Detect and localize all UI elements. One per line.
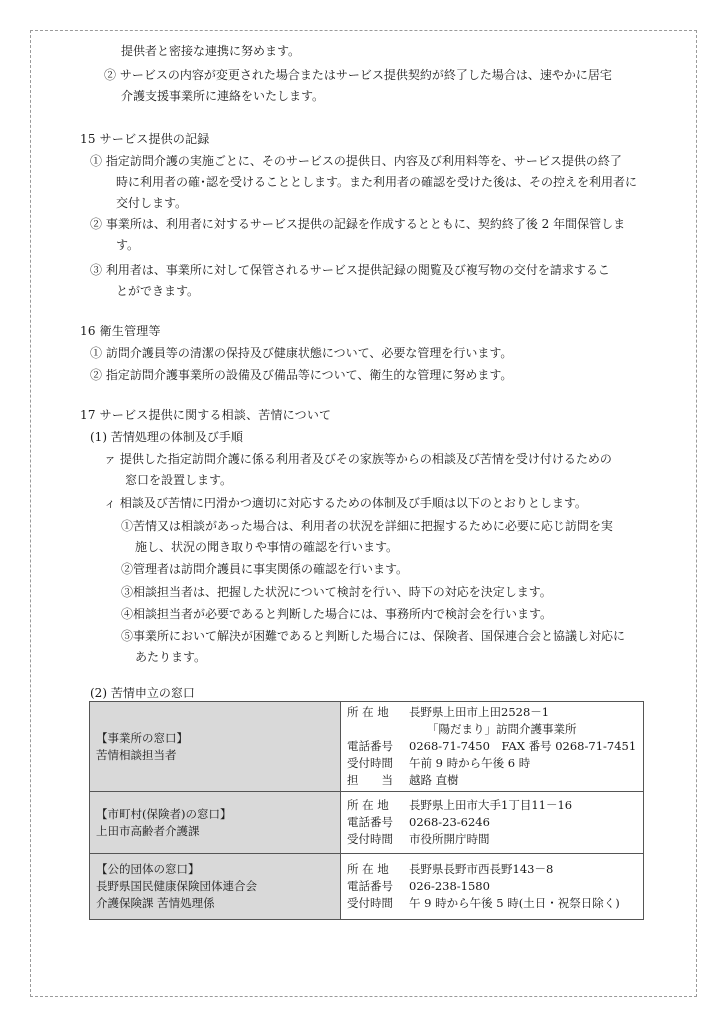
phone-label: 電話番号 bbox=[347, 739, 393, 753]
org-division: 介護保険課 苦情処理係 bbox=[96, 896, 215, 910]
text-line: ① 訪問介護員等の清潔の保持及び健康状態について、必要な管理を行います。 bbox=[90, 346, 513, 360]
info-cell bbox=[341, 702, 644, 792]
phone-value: 0268-71-7450 FAX 番号 0268-71-7451 bbox=[409, 739, 637, 753]
text-line: ③相談担当者は、把握した状況について検討を行い、時下の対応を決定します。 bbox=[121, 585, 552, 599]
hours-value: 午 9 時から午後 5 時(土日・祝祭日除く) bbox=[409, 896, 620, 910]
address-value: 長野県上田市大手1丁目11－16 bbox=[409, 798, 573, 812]
text-line: 介護支援事業所に連絡をいたします。 bbox=[121, 89, 325, 103]
address-label: 所 在 地 bbox=[347, 862, 389, 876]
info-cell bbox=[341, 792, 644, 854]
phone-label: 電話番号 bbox=[347, 879, 393, 893]
phone-value: 026-238-1580 bbox=[409, 879, 490, 893]
text-line: す。 bbox=[116, 238, 140, 252]
org-cell bbox=[90, 854, 341, 920]
text-line: ①苦情又は相談があった場合は、利用者の状況を詳細に把握するために必要に応じ訪問を実 bbox=[121, 519, 613, 533]
hours-label: 受付時間 bbox=[347, 832, 393, 846]
table-row bbox=[90, 854, 644, 920]
org-title: 【公的団体の窓口】 bbox=[96, 862, 200, 876]
text-line: ② 事業所は、利用者に対するサービス提供の記録を作成するとともに、契約終了後 2 年間保管しま bbox=[90, 217, 626, 231]
text-line: とができます。 bbox=[116, 284, 200, 298]
text-line: ァ 提供した指定訪問介護に係る利用者及びその家族等からの相談及び苦情を受け付けるための bbox=[104, 452, 612, 466]
hours-value: 午前 9 時から午後 6 時 bbox=[409, 756, 531, 770]
org-name: 上田市高齢者介護課 bbox=[96, 823, 200, 838]
hours-label: 受付時間 bbox=[347, 896, 393, 910]
text-line: 時に利用者の確･認を受けることとします。また利用者の確認を受けた後は、その控えを利用者に bbox=[116, 175, 638, 189]
org-title: 【事業所の窓口】 bbox=[96, 730, 188, 745]
table-row bbox=[90, 702, 644, 792]
section-heading-16: 16 衛生管理等 bbox=[80, 324, 161, 338]
address-value: 長野県長野市西長野143－8 bbox=[409, 862, 554, 876]
org-name: 長野県国民健康保険団体連合会 bbox=[96, 879, 257, 893]
text-line: ③ 利用者は、事業所に対して保管されるサービス提供記録の閲覧及び複写物の交付を請求するこ bbox=[90, 263, 610, 277]
staff-value: 越路 直樹 bbox=[409, 773, 459, 787]
text-line: ②管理者は訪問介護員に事実関係の確認を行います。 bbox=[121, 562, 409, 576]
text-line: 提供者と密接な連携に努めます。 bbox=[121, 44, 301, 58]
org-cell bbox=[90, 792, 341, 854]
text-line: あたります。 bbox=[135, 650, 207, 664]
complaint-window-table bbox=[89, 701, 644, 920]
text-line: ⑤事業所において解決が困難であると判断した場合には、保険者、国保連合会と協議し対応に bbox=[121, 629, 626, 643]
text-line: 交付します。 bbox=[116, 196, 188, 210]
phone-value: 0268-23-6246 bbox=[409, 815, 490, 829]
address-label: 所 在 地 bbox=[347, 705, 389, 719]
hours-label: 受付時間 bbox=[347, 756, 393, 770]
address-label: 所 在 地 bbox=[347, 798, 389, 812]
text-line: 施し、状況の聞き取りや事情の確認を行います。 bbox=[135, 540, 399, 554]
org-title: 【市町村(保険者)の窓口】 bbox=[96, 806, 232, 821]
subsection-heading: (2) 苦情申立の窓口 bbox=[90, 686, 195, 700]
section-heading-17: 17 サービス提供に関する相談、苦情について bbox=[80, 408, 332, 422]
org-name: 苦情相談担当者 bbox=[96, 747, 177, 762]
staff-label: 担 当 bbox=[347, 773, 393, 787]
phone-label: 電話番号 bbox=[347, 815, 393, 829]
table-row bbox=[90, 792, 644, 854]
address-value: 長野県上田市上田2528－1 bbox=[409, 705, 550, 719]
text-line: ① 指定訪問介護の実施ごとに、そのサービスの提供日、内容及び利用料等を、サービス提供の終了 bbox=[90, 154, 622, 168]
text-line: ② サービスの内容が変更された場合またはサービス提供契約が終了した場合は、速やかに居宅 bbox=[104, 68, 612, 82]
hours-value: 市役所開庁時間 bbox=[409, 832, 490, 846]
text-line: ィ 相談及び苦情に円滑かつ適切に対応するための体制及び手順は以下のとおりとします。 bbox=[104, 496, 587, 510]
text-line: ② 指定訪問介護事業所の設備及び備品等について、衛生的な管理に努めます。 bbox=[90, 368, 513, 382]
text-line: ④相談担当者が必要であると判断した場合には、事務所内で検討会を行います。 bbox=[121, 607, 553, 621]
section-heading-15: 15 サービス提供の記録 bbox=[80, 132, 210, 146]
text-line: 窓口を設置します。 bbox=[125, 473, 233, 487]
subsection-heading: (1) 苦情処理の体制及び手順 bbox=[90, 430, 243, 444]
address-value-2: 「陽だまり」訪問介護事業所 bbox=[427, 722, 577, 736]
org-cell bbox=[90, 702, 341, 792]
info-cell bbox=[341, 854, 644, 920]
